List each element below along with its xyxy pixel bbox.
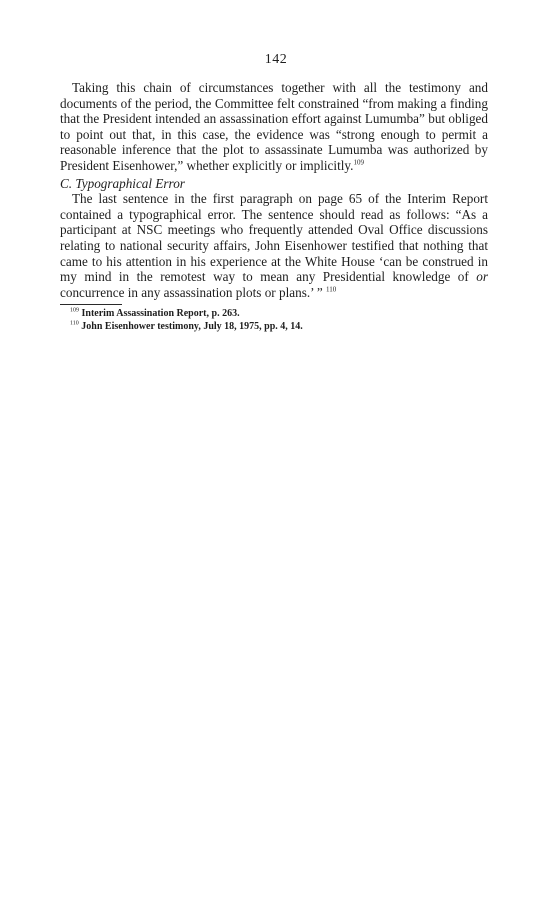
footnote-110 (60, 321, 488, 334)
emphasized-word: or (476, 269, 488, 285)
footnote-ref-109: 109 (353, 158, 364, 167)
paragraph-text-after: concurrence in any assassination plots or plans.’ ” (60, 284, 323, 300)
section-heading: C. Typographical Error (60, 175, 185, 191)
paragraph-typographical-error (60, 191, 488, 300)
paragraph-text-before: The last sentence in the first paragraph on page 65 of the Interim Report contained a typographical error. The sentence should read as follows: “As a participant at NSC meetings who frequently attended Oval Office discussions relating to national security affairs, John Eisenhower testified that nothing that came to his attention in his experience at the White House ‘can be construed in my mind in the remotest way to mean any Presidential knowledge of (60, 191, 488, 285)
footnote-number: 109 (70, 307, 79, 314)
paragraph-text: Taking this chain of circumstances together with all the testimony and documents of the period, the Committee felt constrained “from making a finding that the President intended an assassination effort against Lumumba” but obliged to point out that, in this case, the evidence was “strong enough to permit a reasonable inference that the plot to assassinate Lumumba was authorized by President Eisenhower,” whether explicitly or implicitly. (60, 80, 488, 173)
footnote-text: John Eisenhower testimony, July 18, 1975, pp. 4, 14. (81, 320, 303, 332)
footnote-number: 110 (70, 320, 79, 327)
footnote-109 (60, 308, 488, 321)
footnote-divider (60, 304, 122, 305)
page-number: 142 (264, 52, 288, 67)
footnote-ref-110: 110 (326, 285, 337, 294)
paragraph-testimony-summary (60, 80, 488, 174)
page-body (60, 80, 488, 333)
footnote-text: Interim Assassination Report, p. 263. (81, 308, 240, 320)
